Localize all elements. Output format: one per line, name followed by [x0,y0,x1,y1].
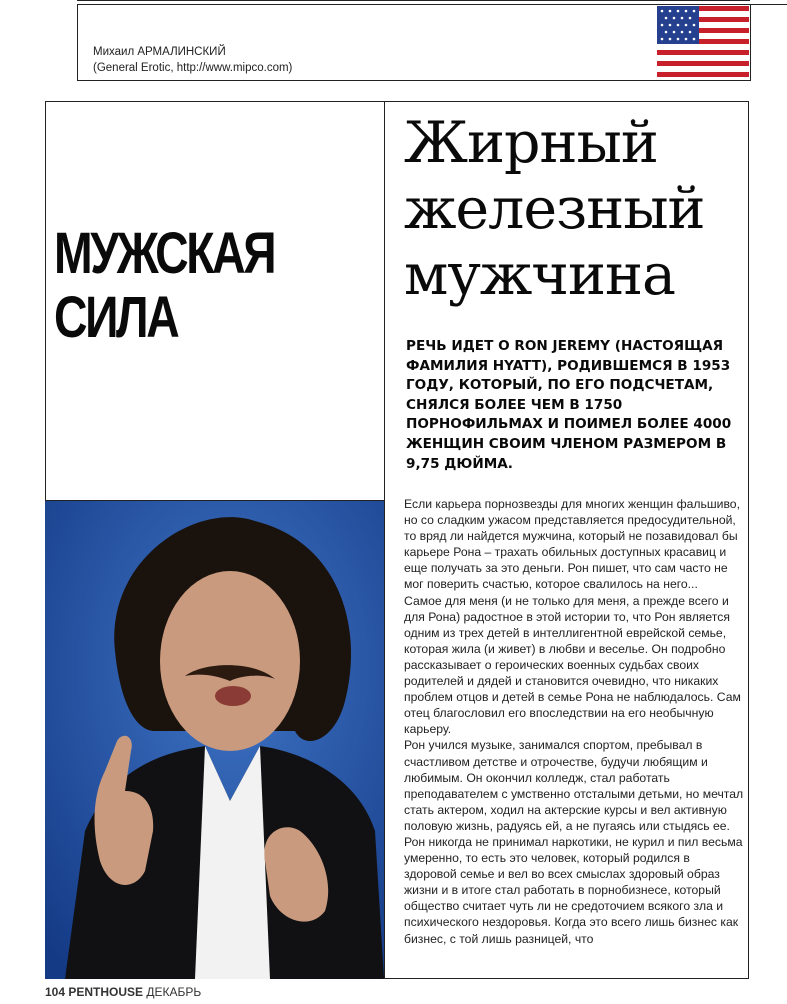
article-body [404,496,744,947]
portrait-photo [45,501,384,979]
author-credit [93,44,292,76]
top-rule [77,0,750,1]
body-paragraph: Рон учился музыке, занимался спортом, пребывал в счастливом детстве и отрочестве, будучи любящим и любимым. Он окончил колледж, стал работать преподавателем с умственно отсталыми детьми, но мечтал стать актером, ходил на актерские курсы и вел активную половую жизнь, радуясь ей, а не пугаясь или стыдясь ее. Рон никогда не принимал наркотики, не курил и пил весьма умеренно, то есть это человек, который родился в здоровой семье и вел во всех смыслах здоровый образ жизни и в итоге стал работать в порнобизнесе, который общество считает чуть ли не средоточием всякого зла и психического нездоровья. Когда это всего лишь бизнес как бизнес, с той лишь разницей, что [404,738,744,946]
article-lede: РЕЧЬ ИДЕТ О RON JEREMY (НАСТОЯЩАЯ ФАМИЛИЯ HYATT), РОДИВШЕМСЯ В 1953 ГОДУ, КОТОРЫЙ, ПО ЕГО ПОДСЧЕТАМ, СНЯЛСЯ БОЛЕЕ ЧЕМ В 1750 ПОРНОФИЛЬМАХ И ПОИМЕЛ БОЛЕЕ 4000 ЖЕНЩИН СВОИМ ЧЛЕНОМ РАЗМЕРОМ В 9,75 ДЮЙМА. [406,338,732,472]
page-footer [45,985,201,999]
page-number: 104 [45,985,66,999]
magazine-name: PENTHOUSE [68,985,144,999]
issue-month: ДЕКАБРЬ [146,985,202,999]
body-paragraph: Самое для меня (и не только для меня, а прежде всего и для Рона) радостное в этой истории то, что Рон является одним из трех детей в интеллигентной еврейской семье, которая жила (и живет) в любви и веселье. Он подробно рассказывает о героических военных судьбах своих родителей и дядей и становится очевидно, что никаких проблем отцов и детей в семье Рона не наблюдалось. Сам отец благословил его впоследствии на его необычную карьеру. [404,593,741,737]
column-divider [384,101,385,979]
body-paragraph: Если карьера порнозвезды для многих женщин фальшиво, но со сладким ужасом представляется предосудительной, то вряд ли найдется мужчина, который не позавидовал бы карьере Рона – трахать обильных доступных красавиц и еще получать за это деньги. Рон пишет, что сам часто не мог поверить счастью, которое свалилось на него... [404,497,740,592]
section-label: МУЖСКАЯ СИЛА [54,221,275,350]
author-source: (General Erotic, http://www.mipco.com) [93,62,293,74]
author-name: Михаил АРМАЛИНСКИЙ [93,46,226,58]
us-flag-icon [657,6,749,80]
article-title: Жирный железный мужчина [404,110,705,308]
